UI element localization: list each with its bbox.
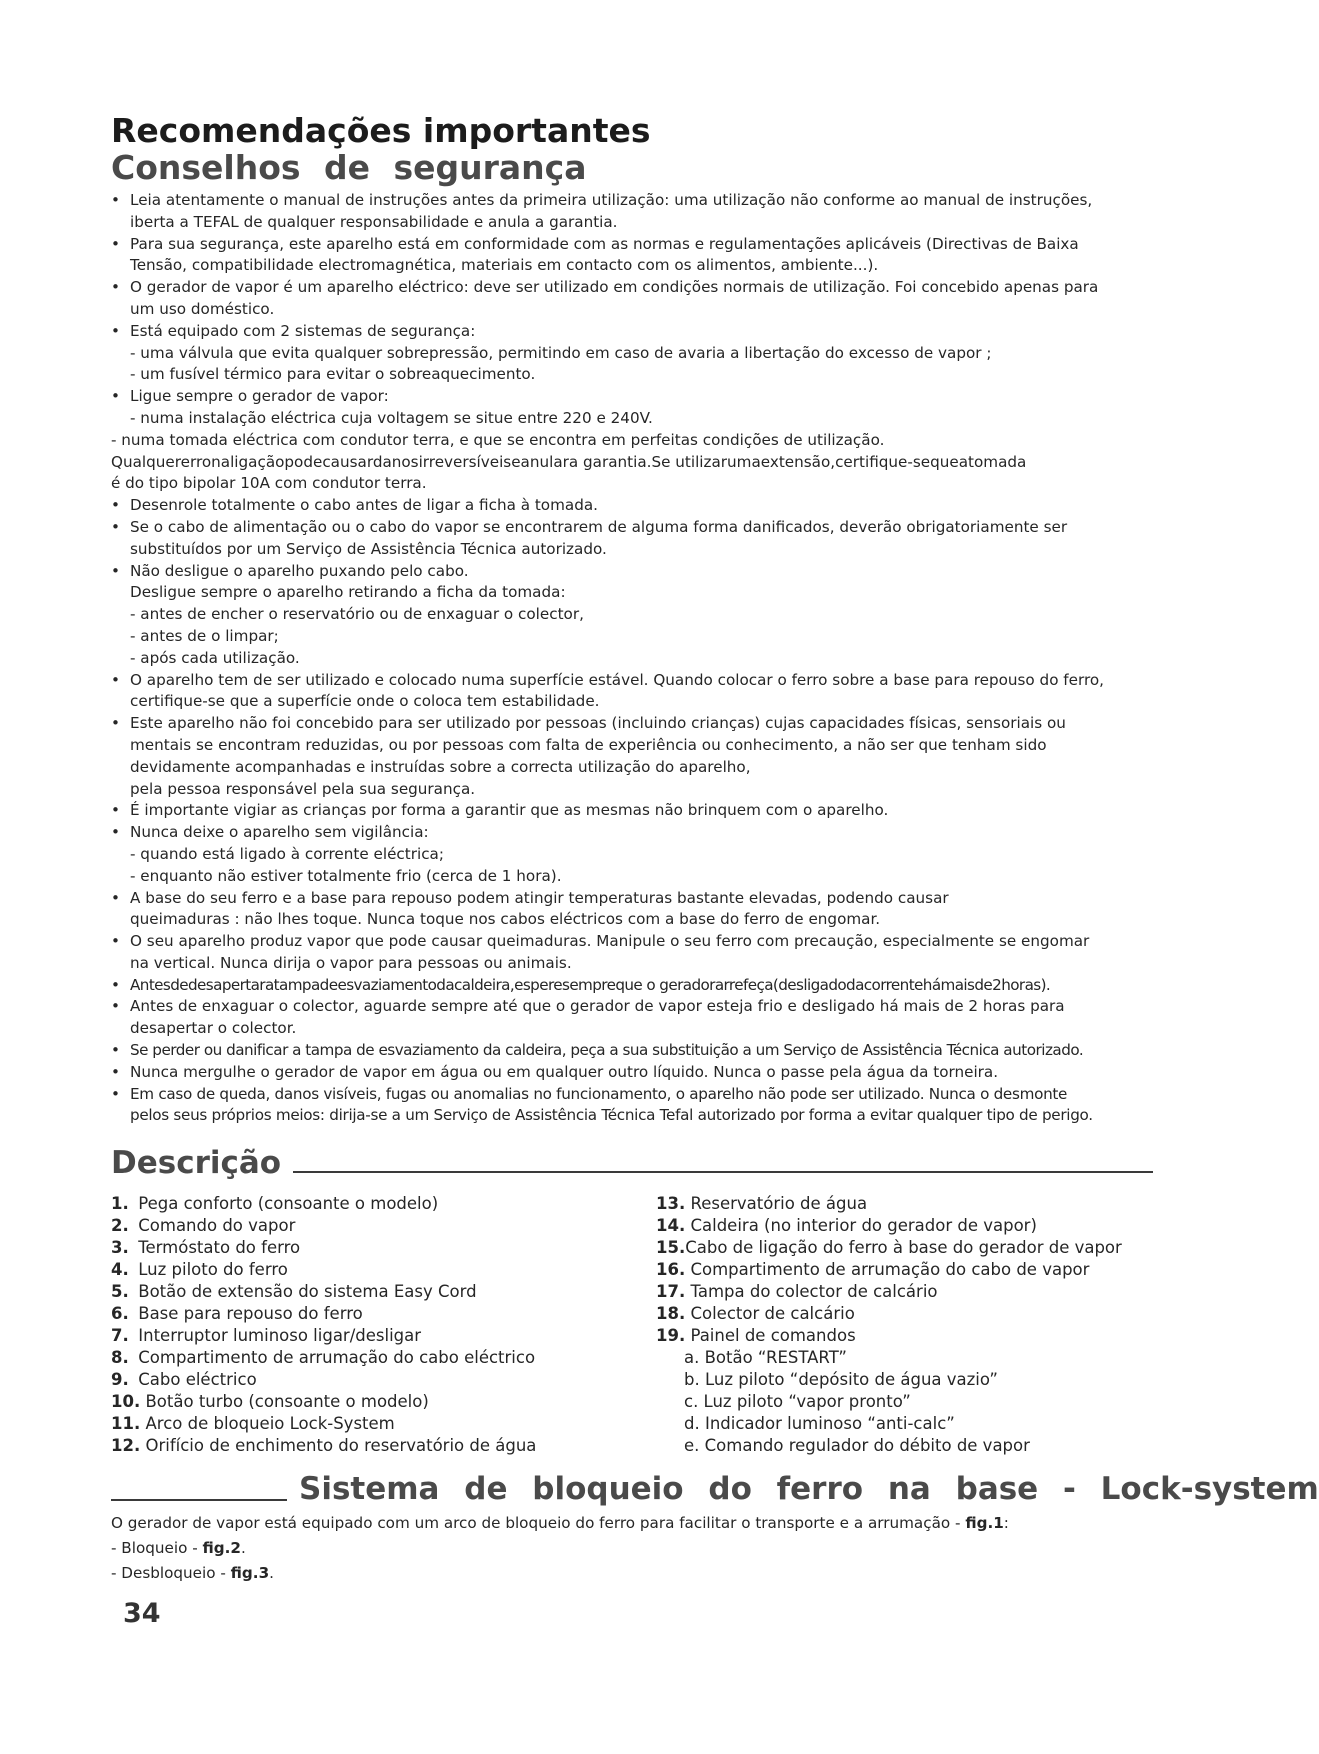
page-title: Recomendações importantes xyxy=(111,111,651,150)
part-item: 19. Painel de comandos xyxy=(656,1326,856,1346)
bullet-icon: • xyxy=(111,1084,120,1103)
safety-rule: • Se o cabo de alimentação ou o cabo do vapor se encontrarem de alguma forma danificados, deverão obrigatoriamente ser substituídos por um Serviço de Assistência Técnica autorizado. xyxy=(111,517,1068,558)
lock-system-heading xyxy=(111,1463,1319,1508)
parts-list-right xyxy=(656,1193,1201,1457)
lock-instruction: - Bloqueio - fig.2. xyxy=(111,1539,246,1558)
safety-rule: • Para sua segurança, este aparelho está em conformidade com as normas e regulamentações aplicáveis (Directivas de Baixa Tensão, compatibilidade electromagnética, materiais em contacto com os alimentos, ambiente...). xyxy=(111,234,1079,275)
description-heading xyxy=(111,1141,1205,1181)
safety-rule: • A base do seu ferro e a base para repouso podem atingir temperaturas bastante elevadas, podendo causar queimaduras : não lhes toque. Nunca toque nos cabos eléctricos com a base do ferro de engomar. xyxy=(111,888,949,929)
figure-reference: fig.2 xyxy=(202,1539,241,1558)
unlock-instruction: - Desbloqueio - fig.3. xyxy=(111,1564,274,1583)
part-item: 16. Compartimento de arrumação do cabo de vapor xyxy=(656,1260,1090,1280)
panel-item: c. Luz piloto “vapor pronto” xyxy=(684,1392,911,1412)
description-title: Descrição xyxy=(111,1145,282,1182)
parts-list-left xyxy=(111,1193,656,1457)
manual-page xyxy=(111,111,1319,1586)
safety-rule: • O aparelho tem de ser utilizado e colocado numa superfície estável. Quando colocar o ferro sobre a base para repouso do ferro, certifique-se que a superfície onde o coloca tem estabilidade. xyxy=(111,670,1105,711)
panel-item: a. Botão “RESTART” xyxy=(684,1348,847,1368)
safety-rule: • Antesdedesapertaratampadeesvaziamentodacaldeira,esperesempreque o geradorarrefeça(desligadodacorrentehámaisde2horas). xyxy=(111,975,1205,997)
safety-subtitle: Conselhos de segurança xyxy=(111,148,587,187)
safety-rule: • É importante vigiar as crianças por forma a garantir que as mesmas não brinquem com o aparelho. xyxy=(111,800,1205,822)
part-item: 8. Compartimento de arrumação do cabo eléctrico xyxy=(111,1348,536,1368)
safety-rule: - numa tomada eléctrica com condutor terra, e que se encontra em perfeitas condições de utilização. Qualquererronaligaçãopodecausardanosirreversíveiseanulara garantia.Se utilizarumaextensão,certifique-sequeatomada é do tipo bipolar 10A com condutor terra. xyxy=(111,430,1027,493)
figure-reference: fig.3 xyxy=(230,1564,270,1583)
bullet-icon: • xyxy=(111,496,120,515)
lock-system-intro: O gerador de vapor está equipado com um arco de bloqueio do ferro para facilitar o transporte e a arrumação - fig.1: xyxy=(111,1514,1009,1533)
heading-rule xyxy=(293,1171,1153,1173)
safety-rule: • Não desligue o aparelho puxando pelo cabo. Desligue sempre o aparelho retirando a ficha da tomada: - antes de encher o reservatório ou de enxaguar o colector, - antes de o limpar; - após cada utilização. xyxy=(111,561,584,667)
figure-reference: fig.1 xyxy=(965,1514,1004,1533)
bullet-icon: • xyxy=(111,191,120,209)
bullet-icon: • xyxy=(111,670,120,689)
bullet-icon: • xyxy=(111,975,120,994)
part-item: 17. Tampa do colector de calcário xyxy=(656,1282,938,1302)
safety-rule: • O gerador de vapor é um aparelho eléctrico: deve ser utilizado em condições normais de utilização. Foi concebido apenas para um uso doméstico. xyxy=(111,278,1099,318)
part-item: 13. Reservatório de água xyxy=(656,1194,868,1214)
safety-rule: • Nunca mergulhe o gerador de vapor em água ou em qualquer outro líquido. Nunca o passe pela água da torneira. xyxy=(111,1062,1205,1084)
bullet-icon: • xyxy=(111,1041,120,1060)
bullet-icon: • xyxy=(111,888,120,907)
panel-item: e. Comando regulador do débito de vapor xyxy=(684,1436,1030,1456)
safety-rule: • O seu aparelho produz vapor que pode causar queimaduras. Manipule o seu ferro com precaução, especialmente se engomar na vertical. Nunca dirija o vapor para pessoas ou animais. xyxy=(111,932,1090,972)
safety-rule: • Desenrole totalmente o cabo antes de ligar a ficha à tomada. xyxy=(111,495,1205,517)
bullet-icon: • xyxy=(111,997,120,1016)
parts-list xyxy=(111,1193,1205,1457)
safety-rules-list xyxy=(111,190,1205,1127)
part-item: 11. Arco de bloqueio Lock-System xyxy=(111,1414,395,1434)
safety-rule: • Antes de enxaguar o colector, aguarde sempre até que o gerador de vapor esteja frio e desligado há mais de 2 horas para desapertar o colector. xyxy=(111,997,1065,1038)
part-item: 7. Interruptor luminoso ligar/desligar xyxy=(111,1326,422,1346)
bullet-icon: • xyxy=(111,823,120,842)
safety-rule: • Leia atentamente o manual de instruções antes da primeira utilização: uma utilização não conforme ao manual de instruções, iberta a TEFAL de qualquer responsabilidade e anula a garantia. xyxy=(111,191,1093,231)
safety-rule: • Nunca deixe o aparelho sem vigilância: - quando está ligado à corrente eléctrica; - enquanto não estiver totalmente frio (cerca de 1 hora). xyxy=(111,823,562,885)
part-item: 12. Orifício de enchimento do reservatório de água xyxy=(111,1436,537,1456)
part-item: 14. Caldeira (no interior do gerador de vapor) xyxy=(656,1216,1037,1236)
page-number: 34 xyxy=(123,1598,161,1629)
bullet-icon: • xyxy=(111,1062,120,1081)
part-item: 2. Comando do vapor xyxy=(111,1216,296,1236)
part-item: 3. Termóstato do ferro xyxy=(111,1238,301,1258)
part-item: 4. Luz piloto do ferro xyxy=(111,1260,288,1280)
part-item: 6. Base para repouso do ferro xyxy=(111,1304,363,1324)
panel-item: d. Indicador luminoso “anti-calc” xyxy=(684,1414,955,1434)
safety-rule: • Em caso de queda, danos visíveis, fugas ou anomalias no funcionamento, o aparelho não pode ser utilizado. Nunca o desmonte pelos seus próprios meios: dirija-se a um Serviço de Assistência Técnica Tefal autorizado por forma a evitar qualquer tipo de perigo. xyxy=(111,1084,1093,1125)
bullet-icon: • xyxy=(111,517,120,536)
lock-system-title: Sistema de bloqueio do ferro na base - Lock-system xyxy=(299,1471,1319,1508)
panel-item: b. Luz piloto “depósito de água vazio” xyxy=(684,1370,998,1390)
part-item: 10. Botão turbo (consoante o modelo) xyxy=(111,1392,429,1412)
part-item: 5. Botão de extensão do sistema Easy Cord xyxy=(111,1282,477,1302)
bullet-icon: • xyxy=(111,714,120,733)
bullet-icon: • xyxy=(111,387,120,406)
bullet-icon: • xyxy=(111,561,120,580)
safety-rule: • Se perder ou danificar a tampa de esvaziamento da caldeira, peça a sua substituição a um Serviço de Assistência Técnica autorizado. xyxy=(111,1040,1205,1062)
part-item: 1. Pega conforto (consoante o modelo) xyxy=(111,1194,439,1214)
part-item: 15.Cabo de ligação do ferro à base do gerador de vapor xyxy=(656,1238,1122,1258)
part-item: 9. Cabo eléctrico xyxy=(111,1370,257,1390)
bullet-icon: • xyxy=(111,278,120,297)
safety-rule: • Está equipado com 2 sistemas de segurança: - uma válvula que evita qualquer sobrepressão, permitindo em caso de avaria a libertação do excesso de vapor ; - um fusível térmico para evitar o sobreaquecimento. xyxy=(111,321,992,384)
bullet-icon: • xyxy=(111,234,120,253)
safety-rule: • Ligue sempre o gerador de vapor: - numa instalação eléctrica cuja voltagem se situe entre 220 e 240V. xyxy=(111,387,653,427)
part-item: 18. Colector de calcário xyxy=(656,1304,855,1324)
bullet-icon: • xyxy=(111,321,120,340)
safety-rule: • Este aparelho não foi concebido para ser utilizado por pessoas (incluindo crianças) cujas capacidades físicas, sensoriais ou mentais se encontram reduzidas, ou por pessoas com falta de experiência ou conhecimento, a não ser que tenham sido devidamente acompanhadas e instruídas sobre a correcta utilização do aparelho, pela pessoa responsável pela sua segurança. xyxy=(111,714,1066,798)
bullet-icon: • xyxy=(111,932,120,951)
bullet-icon: • xyxy=(111,801,120,820)
lock-system-text xyxy=(111,1511,1205,1586)
heading-rule xyxy=(111,1499,287,1501)
